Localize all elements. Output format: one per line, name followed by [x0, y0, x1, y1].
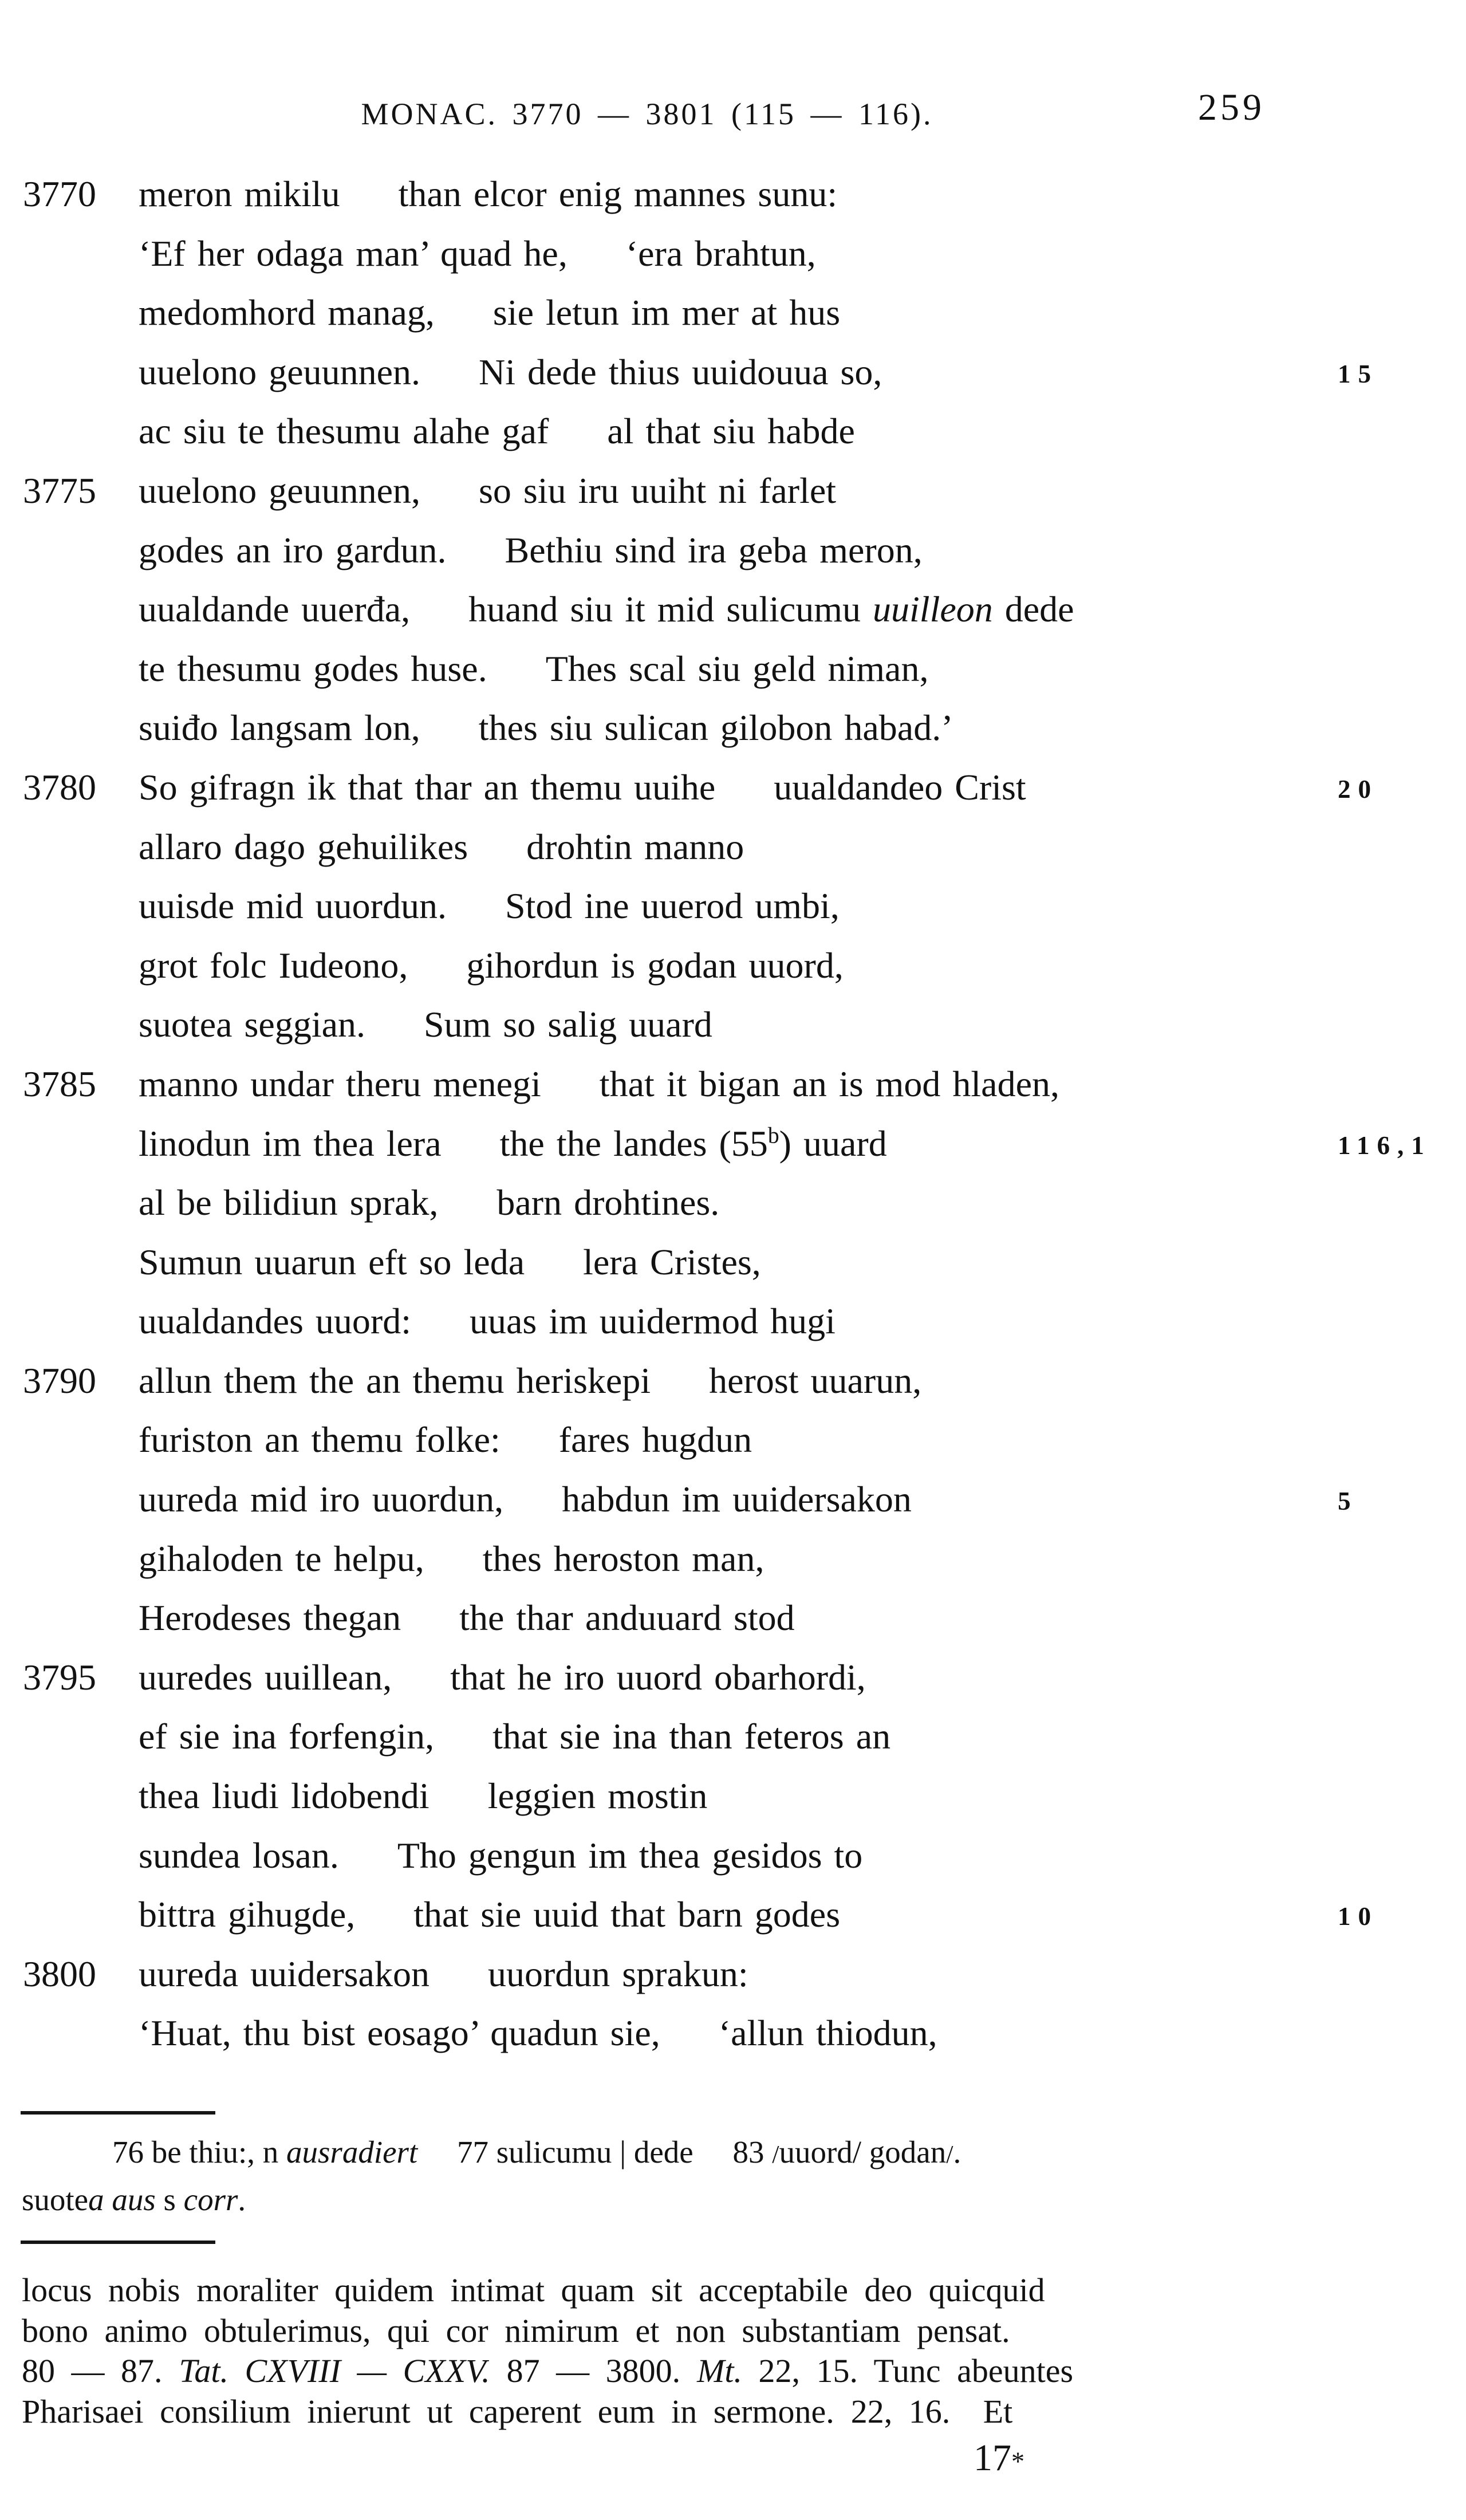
half-line-a: medomhord manag, — [139, 292, 435, 333]
half-line-a: Herodeses thegan — [139, 1597, 401, 1639]
half-line-b: so siu iru uuiht ni farlet — [479, 470, 837, 511]
verse-text — [139, 885, 840, 927]
half-line-a: allun them the an themu heriskepi — [139, 1360, 651, 1401]
verse-line-number: 3800 — [23, 1953, 96, 1994]
verse-line — [23, 1770, 1466, 1830]
verse-line-number: 3775 — [23, 470, 96, 511]
half-line-a: allaro dago gehuilikes — [139, 826, 468, 867]
half-line-a: suotea seggian. — [139, 1004, 365, 1045]
verse-line — [23, 1889, 1466, 1948]
half-line-b: Sum so salig uuard — [424, 1004, 712, 1045]
verse-text — [139, 944, 844, 987]
verse-line — [23, 584, 1466, 643]
verse-text — [139, 1419, 752, 1461]
margin-ms-line-number: 15 — [1338, 359, 1378, 388]
half-line-b: sie letun im mer at hus — [492, 292, 841, 333]
verse-line-number: 3770 — [23, 174, 96, 214]
verse-text — [139, 648, 928, 690]
half-line-b: thes heroston man, — [482, 1538, 764, 1579]
verse-text — [139, 1300, 836, 1342]
half-line-a: manno undar theru menegi — [139, 1063, 541, 1104]
verse-line — [23, 1652, 1466, 1711]
verse-text — [139, 588, 1074, 631]
half-line-a: grot folc Iudeono, — [139, 944, 408, 986]
half-line-a: uureda mid iro uuordun, — [139, 1479, 504, 1520]
verse-line — [23, 228, 1466, 288]
verse-line — [23, 821, 1466, 881]
half-line-b: that it bigan an is mod hladen, — [599, 1063, 1059, 1104]
commentary-line: 80 — 87. Tat. CXVIII — CXXV. 87 — 3800. Mt. 22, 15. Tunc abeuntes — [22, 2352, 1074, 2389]
verse-line — [23, 525, 1466, 584]
verse-text — [139, 1063, 1059, 1105]
half-line-a: uualdande uuerđa, — [139, 589, 411, 630]
verse-line — [23, 168, 1466, 228]
verse-text — [139, 1953, 748, 1995]
half-line-b: barn drohtines. — [496, 1182, 720, 1223]
half-line-a: uuelono geuunnen, — [139, 470, 420, 511]
half-line-a: bittra gihugde, — [139, 1894, 356, 1935]
half-line-b: ‘era brahtun, — [625, 233, 816, 274]
half-line-b: habdun im uuidersakon — [562, 1479, 912, 1520]
verse-text — [139, 1478, 912, 1521]
verse-line — [23, 2007, 1466, 2067]
half-line-b: Bethiu sind ira geba meron, — [505, 529, 923, 570]
verse-line — [23, 999, 1466, 1058]
verse-line — [23, 702, 1466, 762]
verse-text — [139, 1597, 795, 1639]
half-line-b: the thar anduuard stod — [459, 1597, 795, 1639]
half-line-a: meron mikilu — [139, 174, 340, 214]
running-header: MONAC. 3770 — 3801 (115 — 116). — [361, 97, 933, 131]
half-line-b: huand siu it mid sulicumu uuilleon dede — [468, 589, 1074, 630]
half-line-b: that he iro uuord obarhordi, — [450, 1656, 866, 1698]
half-line-a: ‘Ef her odaga man’ quad he, — [139, 233, 568, 274]
signature-star: * — [1011, 2447, 1025, 2476]
half-line-a: uualdandes uuord: — [139, 1301, 411, 1342]
verse-line-number: 3790 — [23, 1360, 96, 1401]
verse-line — [23, 405, 1466, 465]
half-line-a: furiston an themu folke: — [139, 1419, 501, 1460]
half-line-a: uuisde mid uuordun. — [139, 885, 447, 927]
verse-text — [139, 1003, 712, 1046]
apparatus-line: 76 be thiu:, n ausradiert 77 sulicumu | dede 83 /uuord/ godan/. — [112, 2135, 961, 2169]
half-line-a: godes an iro gardun. — [139, 529, 447, 570]
verse-block — [23, 168, 1466, 2067]
verse-line — [23, 1118, 1466, 1178]
verse-text — [139, 470, 836, 512]
verse-text — [139, 1893, 840, 1936]
verse-text — [139, 529, 923, 572]
verse-line — [23, 1533, 1466, 1593]
verse-line — [23, 346, 1466, 406]
verse-text — [139, 766, 1026, 809]
margin-ms-line-number: 10 — [1338, 1902, 1378, 1931]
verse-line — [23, 1296, 1466, 1355]
half-line-a: thea liudi lidobendi — [139, 1775, 429, 1817]
verse-text — [139, 707, 953, 749]
half-line-b: al that siu habde — [607, 411, 855, 452]
verse-line-number: 3785 — [23, 1063, 96, 1104]
commentary-line: locus nobis moraliter quidem intimat quam sit acceptabile deo quicquid — [22, 2271, 1045, 2309]
half-line-b: Ni dede thius uuidouua so, — [479, 351, 882, 392]
margin-ms-line-number: 116,1 — [1338, 1131, 1432, 1160]
verse-line — [23, 940, 1466, 999]
verse-line — [23, 1058, 1466, 1118]
verse-line — [23, 1474, 1466, 1533]
verse-line — [23, 287, 1466, 346]
verse-text — [139, 1360, 921, 1402]
verse-line — [23, 465, 1466, 525]
verse-line — [23, 643, 1466, 703]
half-line-a: te thesumu godes huse. — [139, 648, 487, 689]
half-line-a: al be bilidiun sprak, — [139, 1182, 439, 1223]
verse-text — [139, 292, 840, 334]
margin-ms-line-number: 20 — [1338, 774, 1378, 804]
verse-line — [23, 1711, 1466, 1770]
verse-text — [139, 1241, 761, 1283]
half-line-b: Tho gengun im thea gesidos to — [397, 1834, 863, 1876]
half-line-b: that sie ina than feteros an — [492, 1716, 891, 1757]
verse-line — [23, 1177, 1466, 1237]
half-line-a: linodun im thea lera — [139, 1123, 442, 1164]
verse-text — [139, 233, 816, 275]
half-line-a: gihaloden te helpu, — [139, 1538, 424, 1579]
half-line-a: Sumun uuarun eft so leda — [139, 1241, 525, 1282]
half-line-b: uuordun sprakun: — [487, 1953, 748, 1994]
verse-line — [23, 762, 1466, 821]
half-line-b: than elcor enig mannes sunu: — [398, 174, 838, 214]
half-line-b: Thes scal siu geld niman, — [545, 648, 929, 689]
half-line-b: uualdandeo Crist — [774, 766, 1026, 808]
half-line-a: ac siu te thesumu alahe gaf — [139, 411, 549, 452]
verse-text — [139, 1715, 890, 1758]
half-line-b: lera Cristes, — [583, 1241, 761, 1282]
commentary-line: Pharisaei consilium inierunt ut caperent eum in sermone. 22, 16. Et — [22, 2392, 1013, 2430]
commentary-separator-rule — [21, 2241, 215, 2244]
verse-line — [23, 1355, 1466, 1415]
half-line-b: that sie uuid that barn godes — [413, 1894, 841, 1935]
page-number: 259 — [1198, 86, 1265, 128]
half-line-b: the the landes (55$^b$) uuard — [499, 1123, 887, 1164]
signature-number: 17 — [974, 2437, 1011, 2479]
verse-text — [139, 1182, 719, 1224]
verse-text — [139, 826, 744, 868]
half-line-a: uuelono geuunnen. — [139, 351, 420, 392]
verse-text — [139, 2012, 937, 2054]
verse-text — [139, 1123, 887, 1165]
verse-line — [23, 880, 1466, 940]
apparatus-separator-rule — [21, 2111, 215, 2115]
verse-text — [139, 1834, 862, 1877]
half-line-b: uuas im uuidermod hugi — [470, 1301, 836, 1342]
half-line-b: ‘allun thiodun, — [718, 2013, 937, 2054]
verse-line-number: 3795 — [23, 1656, 96, 1698]
half-line-a: ef sie ina forfengin, — [139, 1716, 435, 1757]
half-line-b: thes siu sulican gilobon habad.’ — [478, 707, 953, 749]
half-line-b: drohtin manno — [526, 826, 744, 867]
half-line-a: So gifragn ik that thar an themu uuihe — [139, 766, 716, 808]
commentary-line: bono animo obtulerimus, qui cor nimirum et non substantiam pensat. — [22, 2312, 1010, 2349]
apparatus-line: suotea aus s corr. — [22, 2182, 246, 2217]
verse-text — [139, 1656, 866, 1699]
half-line-b: gihordun is godan uuord, — [466, 944, 844, 986]
verse-text — [139, 173, 837, 215]
margin-ms-line-number: 5 — [1338, 1487, 1358, 1516]
verse-text — [139, 1775, 707, 1817]
verse-line — [23, 1592, 1466, 1652]
verse-text — [139, 410, 855, 452]
signature-mark — [974, 2436, 1024, 2480]
half-line-a: suiđo langsam lon, — [139, 707, 420, 749]
verse-line — [23, 1237, 1466, 1296]
half-line-b: fares hugdun — [558, 1419, 752, 1460]
half-line-a: uuredes uuillean, — [139, 1656, 392, 1698]
verse-text — [139, 351, 882, 393]
verse-line — [23, 1830, 1466, 1889]
half-line-b: herost uuarun, — [709, 1360, 922, 1401]
verse-line-number: 3780 — [23, 766, 96, 808]
critical-apparatus — [22, 2128, 1396, 2223]
half-line-a: uureda uuidersakon — [139, 1953, 429, 1994]
half-line-a: sundea losan. — [139, 1834, 339, 1876]
verse-line — [23, 1414, 1466, 1474]
verse-line — [23, 1948, 1466, 2008]
half-line-b: leggien mostin — [487, 1775, 708, 1817]
half-line-b: Stod ine uuerod umbi, — [505, 885, 840, 927]
half-line-a: ‘Huat, thu bist eosago’ quadun sie, — [139, 2013, 660, 2054]
commentary-block — [22, 2270, 1408, 2432]
verse-text — [139, 1538, 764, 1580]
